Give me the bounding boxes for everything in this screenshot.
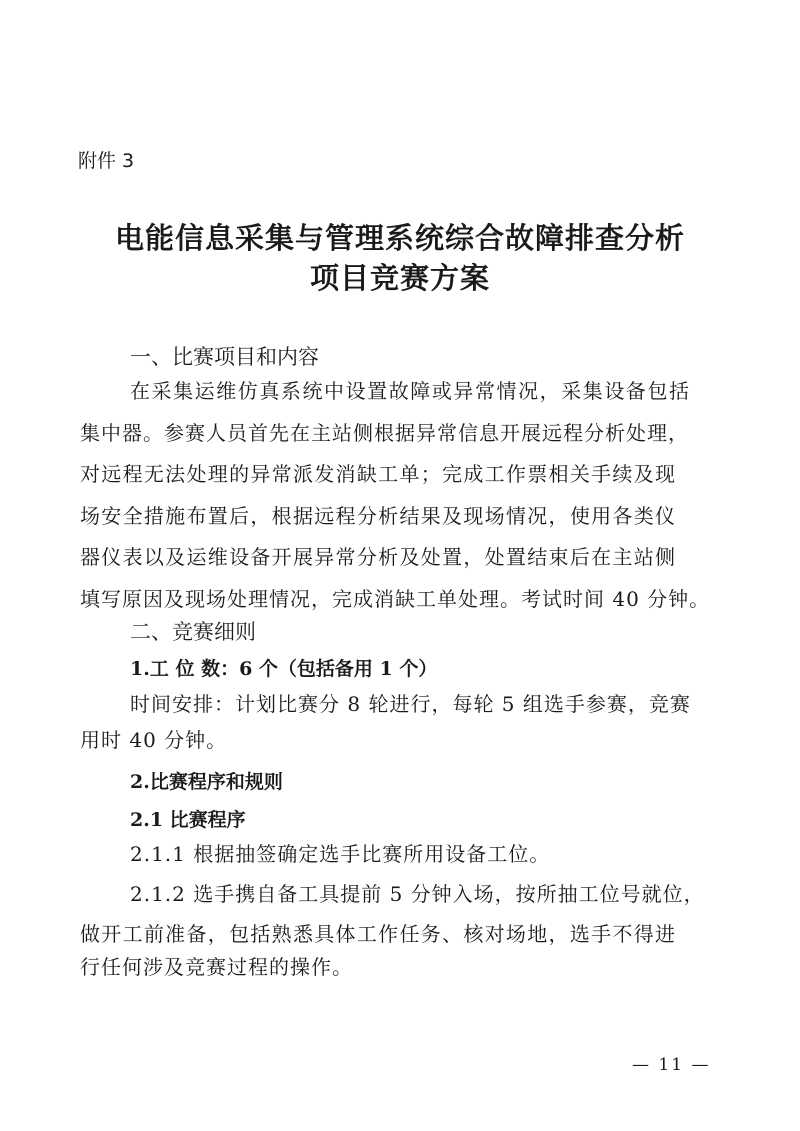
item-1-workstations: 1.工 位 数：6 个（包括备用 1 个） xyxy=(130,658,438,680)
section-1-line-2: 集中器。参赛人员首先在主站侧根据异常信息开展远程分析处理， xyxy=(80,421,689,445)
item-2-1-heading: 2.1 比赛程序 xyxy=(130,809,246,831)
schedule-line-2: 用时 40 分钟。 xyxy=(80,728,228,752)
section-1-heading: 一、比赛项目和内容 xyxy=(130,345,319,369)
section-1-line-1: 在采集运维仿真系统中设置故障或异常情况，采集设备包括 xyxy=(130,379,690,403)
section-1-line-3: 对远程无法处理的异常派发消缺工单；完成工作票相关手续及现 xyxy=(80,462,676,486)
item-2-heading: 2.比赛程序和规则 xyxy=(130,771,283,793)
schedule-line-1: 时间安排：计划比赛分 8 轮进行，每轮 5 组选手参赛，竞赛 xyxy=(130,692,691,716)
item-2-1-2-line-1: 2.1.2 选手携自备工具提前 5 分钟入场，按所抽工位号就位， xyxy=(130,882,705,906)
section-1-line-5: 器仪表以及运维设备开展异常分析及处置，处置结束后在主站侧 xyxy=(80,545,676,569)
section-1-line-6: 填写原因及现场处理情况，完成消缺工单处理。考试时间 40 分钟。 xyxy=(80,587,711,611)
item-2-1-1: 2.1.1 根据抽签确定选手比赛所用设备工位。 xyxy=(130,842,551,866)
section-1-line-4: 场安全措施布置后，根据远程分析结果及现场情况，使用各类仪 xyxy=(80,504,676,528)
attachment-label: 附件 3 xyxy=(78,150,135,172)
item-2-1-2-line-2: 做开工前准备，包括熟悉具体工作任务、核对场地，选手不得进 xyxy=(80,922,676,946)
item-2-1-2-line-3: 行任何涉及竞赛过程的操作。 xyxy=(80,955,353,979)
document-title-line-1: 电能信息采集与管理系统综合故障排查分析 xyxy=(114,221,685,255)
document-title-line-2: 项目竞赛方案 xyxy=(309,261,490,295)
section-2-heading: 二、竞赛细则 xyxy=(130,620,256,644)
page-number: — 11 — xyxy=(632,1055,711,1075)
